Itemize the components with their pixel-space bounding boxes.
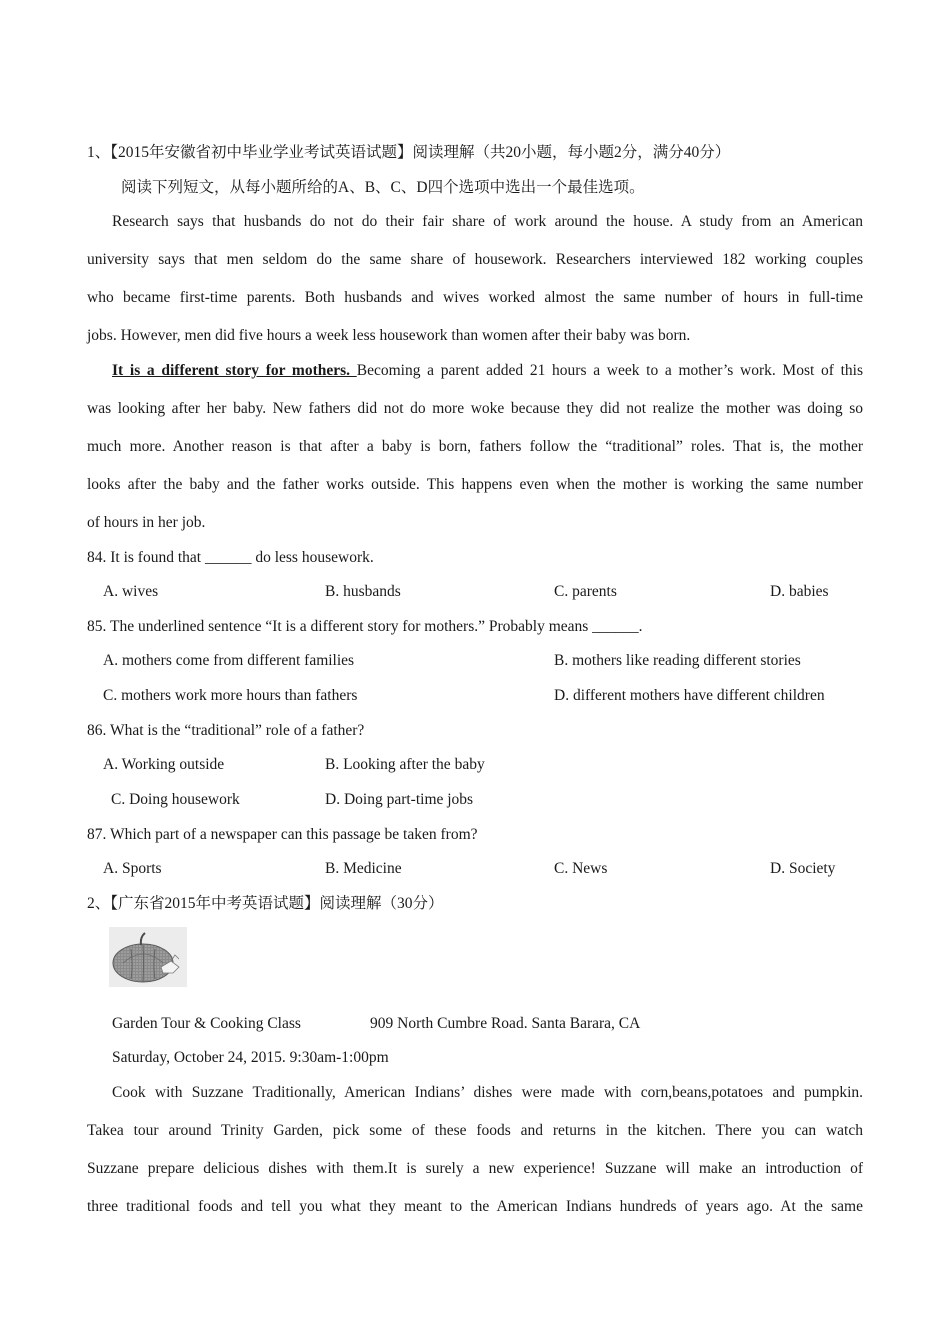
- event-address: 909 North Cumbre Road. Santa Barara, CA: [370, 1015, 641, 1032]
- pumpkin-image: [109, 927, 187, 987]
- option-86-b: B. Looking after the baby: [325, 756, 485, 773]
- option-86-c: C. Doing housework: [111, 791, 240, 808]
- option-87-a: A. Sports: [103, 860, 162, 877]
- passage1-line: university says that men seldom do the same share of housework. Researchers interviewed 182 working couples: [87, 251, 863, 268]
- option-87-b: B. Medicine: [325, 860, 402, 877]
- option-84-d: D. babies: [770, 583, 829, 600]
- passage1-line: who became first-time parents. Both husbands and wives worked almost the same number of hours in full-time: [87, 289, 863, 306]
- option-85-a: A. mothers come from different families: [103, 652, 355, 669]
- option-86-a: A. Working outside: [103, 756, 225, 773]
- passage3-line: three traditional foods and tell you what they meant to the American Indians hundreds of years ago. At the same: [87, 1198, 863, 1215]
- question-85: 85. The underlined sentence “It is a different story for mothers.” Probably means ______.: [87, 618, 643, 635]
- option-84-c: C. parents: [554, 583, 617, 600]
- section1-header: 1、【2015年安徽省初中毕业学业考试英语试题】阅读理解（共20小题，每小题2分，满分40分）: [87, 144, 731, 161]
- passage2-line: much more. Another reason is that after a baby is born, fathers follow the “traditional” roles. That is, the mother: [87, 438, 863, 455]
- passage1-line: jobs. However, men did five hours a week less housework than women after their baby was born.: [87, 327, 691, 344]
- option-85-b: B. mothers like reading different stories: [554, 652, 801, 669]
- passage3-line: Suzzane prepare delicious dishes with them.It is surely a new experience! Suzzane will make an introduction of: [87, 1160, 863, 1177]
- event-title: Garden Tour & Cooking Class: [112, 1015, 301, 1032]
- question-84: 84. It is found that ______ do less housework.: [87, 549, 374, 566]
- passage3-line: Takea tour around Trinity Garden, pick some of these foods and returns in the kitchen. There you can watch: [87, 1122, 863, 1139]
- option-84-a: A. wives: [103, 583, 159, 600]
- section2-header: 2、【广东省2015年中考英语试题】阅读理解（30分）: [87, 895, 444, 912]
- question-86: 86. What is the “traditional” role of a father?: [87, 722, 365, 739]
- option-85-c: C. mothers work more hours than fathers: [103, 687, 358, 704]
- section1-instruction: 阅读下列短文，从每小题所给的A、B、C、D四个选项中选出一个最佳选项。: [121, 179, 645, 196]
- option-85-d: D. different mothers have different children: [554, 687, 825, 704]
- passage2-line: was looking after her baby. New fathers did not do more woke because they did not realize the mother was doing so: [87, 400, 863, 417]
- passage3-line: Cook with Suzzane Traditionally, American Indians’ dishes were made with corn,beans,potatoes and pumpkin.: [112, 1084, 863, 1101]
- option-87-c: C. News: [554, 860, 608, 877]
- passage1-line: Research says that husbands do not do their fair share of work around the house. A study from an American: [112, 213, 863, 230]
- passage2-first-rest: Becoming a parent added 21 hours a week to a mother’s work. Most of this: [356, 362, 864, 379]
- option-84-b: B. husbands: [325, 583, 401, 600]
- event-datetime: Saturday, October 24, 2015. 9:30am-1:00pm: [112, 1049, 389, 1066]
- passage2-line: of hours in her job.: [87, 514, 206, 531]
- underlined-sentence: It is a different story for mothers.: [112, 362, 357, 379]
- question-87: 87. Which part of a newspaper can this passage be taken from?: [87, 826, 478, 843]
- option-86-d: D. Doing part-time jobs: [325, 791, 474, 808]
- option-87-d: D. Society: [770, 860, 836, 877]
- passage2-first-line: [112, 361, 863, 381]
- passage2-line: looks after the baby and the father works outside. This happens even when the mother is working the same number: [87, 476, 863, 493]
